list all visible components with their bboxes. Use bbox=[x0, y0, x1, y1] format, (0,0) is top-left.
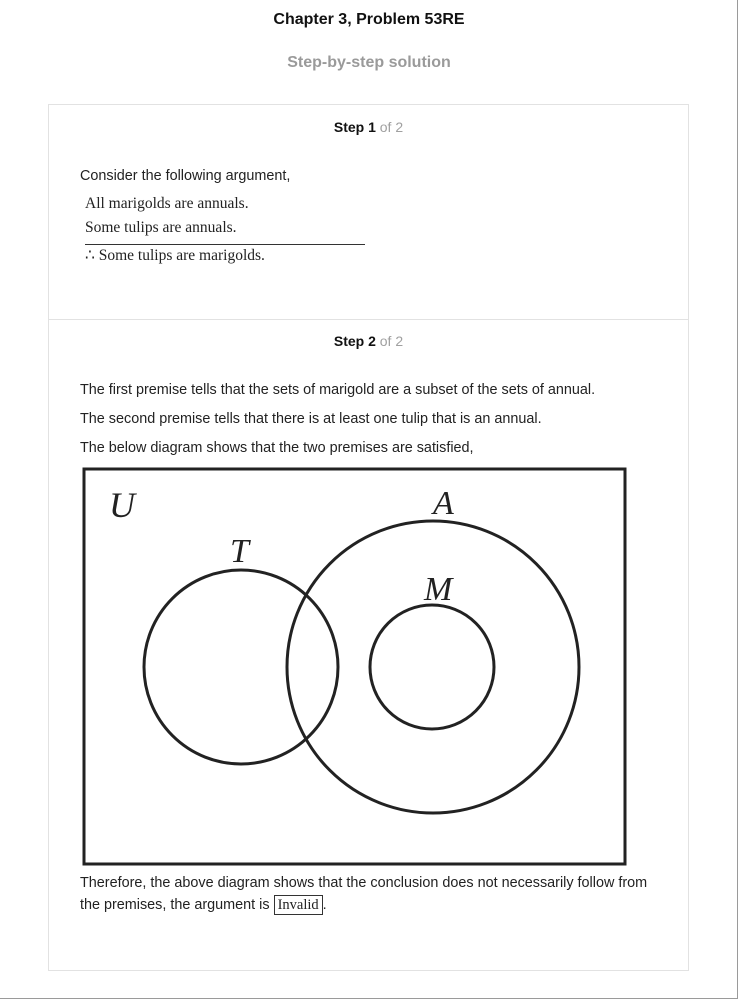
set-t-circle bbox=[144, 570, 338, 764]
step-2-line-3: The below diagram shows that the two premises are satisfied, bbox=[80, 440, 474, 456]
end-punctuation: . bbox=[322, 897, 327, 913]
step-2-conclusion bbox=[80, 872, 660, 916]
step-2-of-label: of 2 bbox=[379, 333, 404, 349]
set-m-circle bbox=[370, 605, 494, 729]
step-1-of-label: of 2 bbox=[379, 119, 404, 135]
premise-1: All marigolds are annuals. bbox=[85, 195, 249, 212]
universe-rectangle bbox=[84, 469, 625, 864]
step-2-label: Step 2 bbox=[333, 333, 376, 349]
step-1-header bbox=[49, 119, 688, 135]
step-2-line-2: The second premise tells that there is at least one tulip that is an annual. bbox=[80, 411, 542, 427]
step-divider bbox=[49, 319, 688, 320]
step-1-label: Step 1 bbox=[333, 119, 376, 135]
set-m-label: M bbox=[424, 571, 453, 608]
venn-diagram bbox=[81, 467, 627, 867]
step-2-line-1: The first premise tells that the sets of marigold are a subset of the sets of annual. bbox=[80, 382, 596, 398]
solution-subtitle: Step-by-step solution bbox=[287, 54, 451, 71]
argument-divider-line bbox=[85, 244, 365, 245]
premise-2: Some tulips are annuals. bbox=[85, 219, 237, 236]
step-2-header bbox=[49, 333, 688, 349]
conclusion-text: Therefore, the above diagram shows that the conclusion does not necessarily follow from the premises, the argument is bbox=[80, 875, 648, 913]
set-a-circle bbox=[287, 521, 579, 813]
answer-box: Invalid bbox=[274, 895, 323, 915]
page-title: Chapter 3, Problem 53RE bbox=[273, 11, 465, 28]
conclusion: ∴ Some tulips are marigolds. bbox=[85, 247, 265, 264]
universe-label: U bbox=[109, 485, 135, 525]
solution-card bbox=[48, 104, 689, 971]
step-1-intro: Consider the following argument, bbox=[80, 168, 291, 184]
set-a-label: A bbox=[433, 485, 454, 522]
set-t-label: T bbox=[230, 533, 249, 570]
